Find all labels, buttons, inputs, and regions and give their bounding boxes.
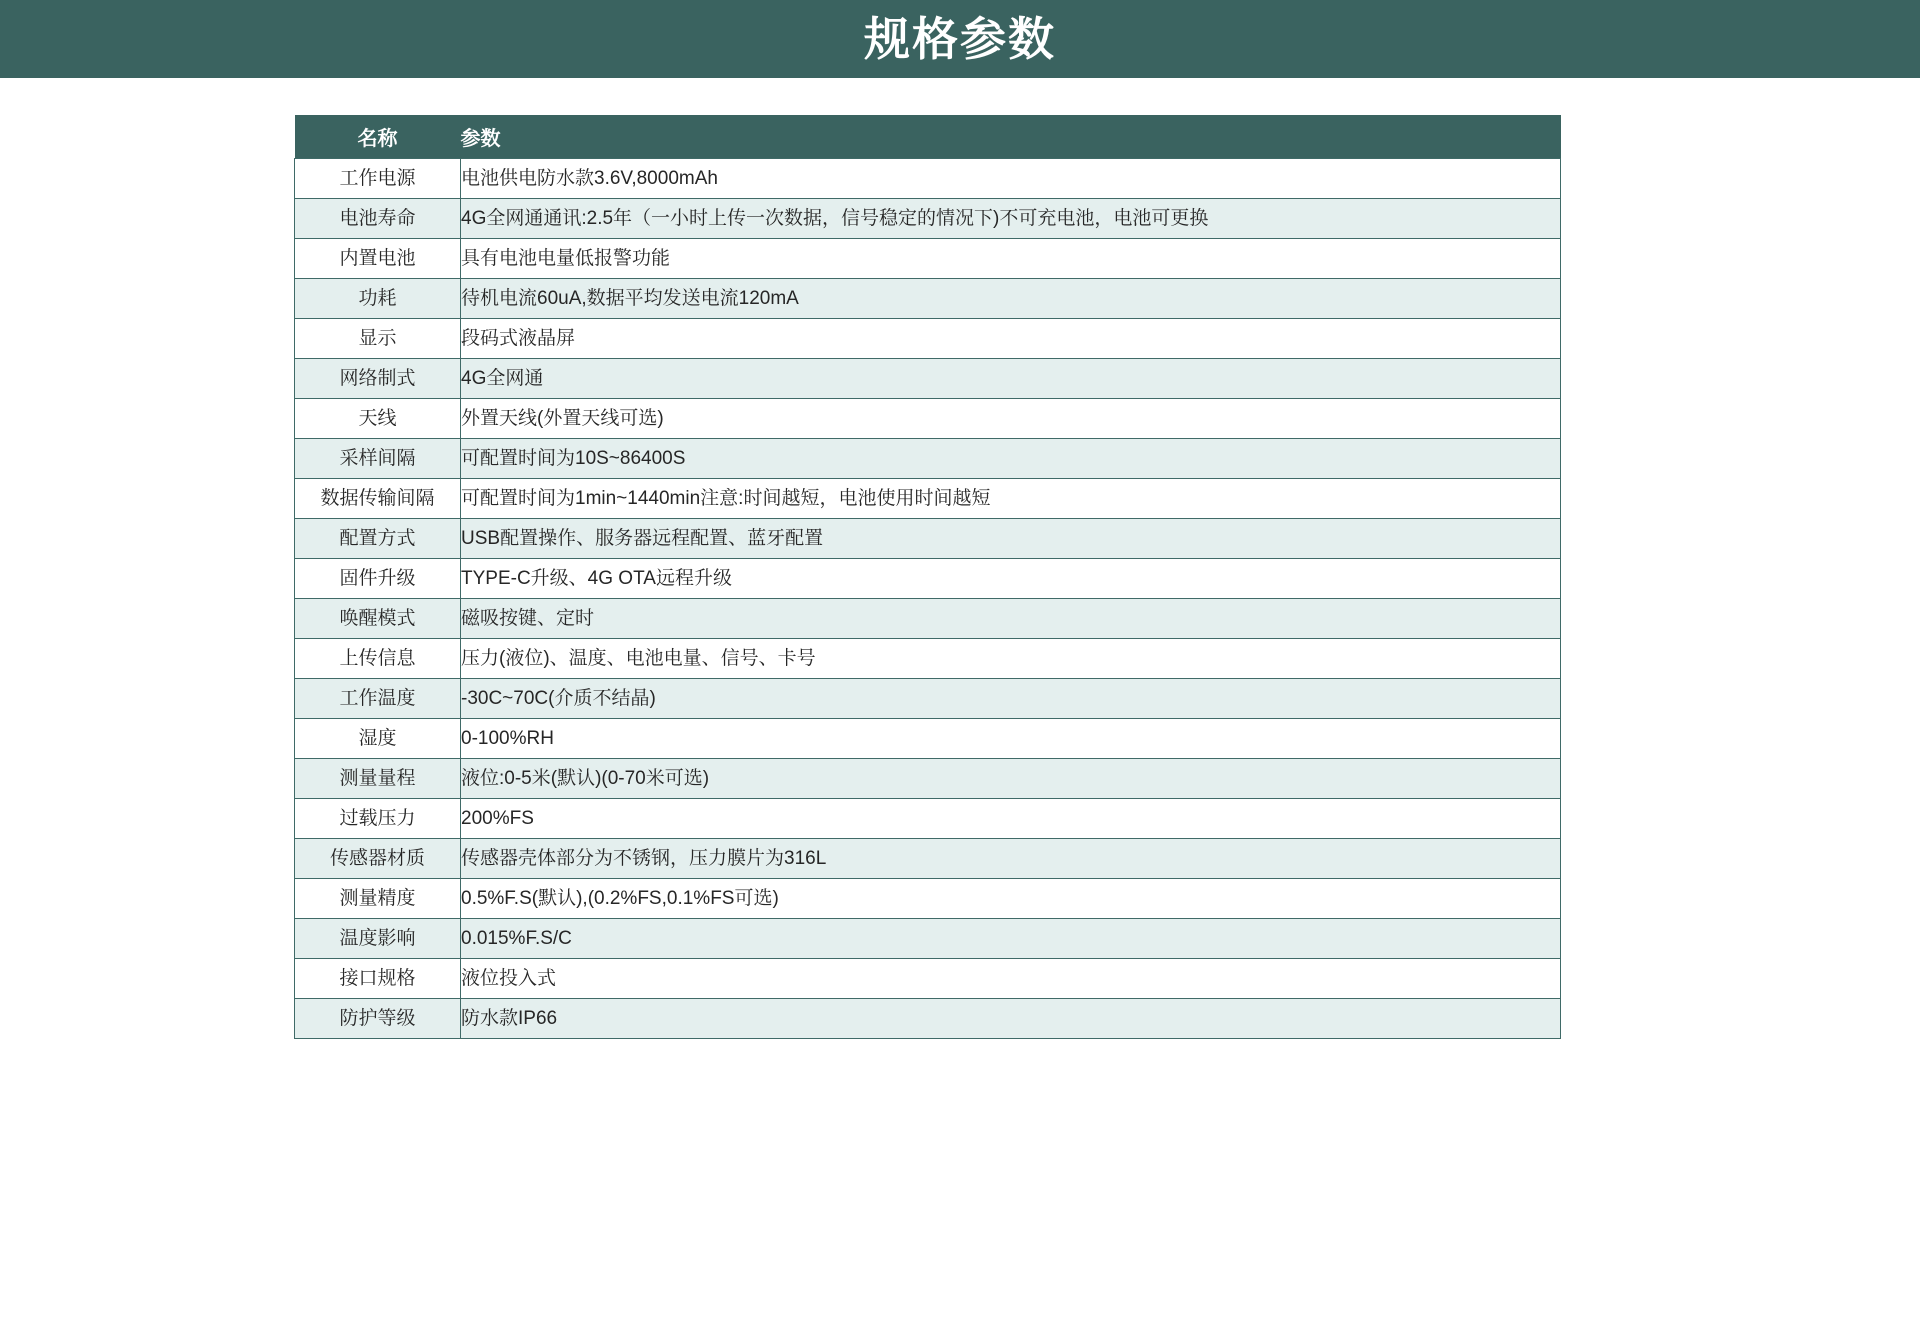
- table-row: [295, 599, 1561, 639]
- table-row: [295, 359, 1561, 399]
- table-header-row: [295, 115, 1561, 159]
- spec-name-cell: 采样间隔: [295, 439, 461, 479]
- spec-value-cell: 电池供电防水款3.6V,8000mAh: [461, 159, 1561, 199]
- spec-value-cell: 液位投入式: [461, 959, 1561, 999]
- table-row: [295, 239, 1561, 279]
- spec-name-cell: 功耗: [295, 279, 461, 319]
- table-row: [295, 479, 1561, 519]
- spec-name-cell: 电池寿命: [295, 199, 461, 239]
- spec-value-cell: 液位:0-5米(默认)(0-70米可选): [461, 759, 1561, 799]
- spec-value-cell: -30C~70C(介质不结晶): [461, 679, 1561, 719]
- table-row: [295, 919, 1561, 959]
- table-row: [295, 159, 1561, 199]
- table-row: [295, 639, 1561, 679]
- table-row: [295, 759, 1561, 799]
- table-header: [295, 115, 1561, 159]
- spec-name-cell: 接口规格: [295, 959, 461, 999]
- table-row: [295, 519, 1561, 559]
- table-row: [295, 999, 1561, 1039]
- spec-name-cell: 数据传输间隔: [295, 479, 461, 519]
- page-banner: [0, 0, 1920, 78]
- spec-name-cell: 显示: [295, 319, 461, 359]
- spec-name-cell: 防护等级: [295, 999, 461, 1039]
- spec-value-cell: 传感器壳体部分为不锈钢，压力膜片为316L: [461, 839, 1561, 879]
- table-row: [295, 799, 1561, 839]
- spec-value-cell: 0-100%RH: [461, 719, 1561, 759]
- spec-value-cell: 外置天线(外置天线可选): [461, 399, 1561, 439]
- table-row: [295, 199, 1561, 239]
- spec-name-cell: 内置电池: [295, 239, 461, 279]
- table-row: [295, 719, 1561, 759]
- table-row: [295, 559, 1561, 599]
- spec-value-cell: USB配置操作、服务器远程配置、蓝牙配置: [461, 519, 1561, 559]
- spec-name-cell: 传感器材质: [295, 839, 461, 879]
- spec-value-cell: 0.015%F.S/C: [461, 919, 1561, 959]
- spec-name-cell: 工作电源: [295, 159, 461, 199]
- spec-name-cell: 唤醒模式: [295, 599, 461, 639]
- spec-name-cell: 测量精度: [295, 879, 461, 919]
- table-row: [295, 319, 1561, 359]
- spec-value-cell: 4G全网通: [461, 359, 1561, 399]
- table-row: [295, 399, 1561, 439]
- table-row: [295, 279, 1561, 319]
- spec-value-cell: 可配置时间为10S~86400S: [461, 439, 1561, 479]
- table-body: [295, 159, 1561, 1039]
- spec-name-cell: 温度影响: [295, 919, 461, 959]
- spec-value-cell: TYPE-C升级、4G OTA远程升级: [461, 559, 1561, 599]
- spec-name-cell: 过载压力: [295, 799, 461, 839]
- table-row: [295, 679, 1561, 719]
- table-row: [295, 879, 1561, 919]
- spec-name-cell: 固件升级: [295, 559, 461, 599]
- spec-value-cell: 0.5%F.S(默认),(0.2%FS,0.1%FS可选): [461, 879, 1561, 919]
- spec-value-cell: 可配置时间为1min~1440min注意:时间越短，电池使用时间越短: [461, 479, 1561, 519]
- spec-name-cell: 网络制式: [295, 359, 461, 399]
- column-header-value: 参数: [461, 115, 1561, 159]
- spec-name-cell: 上传信息: [295, 639, 461, 679]
- spec-name-cell: 工作温度: [295, 679, 461, 719]
- spec-value-cell: 压力(液位)、温度、电池电量、信号、卡号: [461, 639, 1561, 679]
- table-row: [295, 439, 1561, 479]
- spec-value-cell: 4G全网通通讯:2.5年（一小时上传一次数据，信号稳定的情况下)不可充电池，电池可更换: [461, 199, 1561, 239]
- spec-name-cell: 配置方式: [295, 519, 461, 559]
- table-row: [295, 839, 1561, 879]
- page-title: 规格参数: [864, 13, 1056, 65]
- spec-name-cell: 湿度: [295, 719, 461, 759]
- table-row: [295, 959, 1561, 999]
- spec-name-cell: 天线: [295, 399, 461, 439]
- spec-value-cell: 200%FS: [461, 799, 1561, 839]
- spec-value-cell: 待机电流60uA,数据平均发送电流120mA: [461, 279, 1561, 319]
- spec-value-cell: 段码式液晶屏: [461, 319, 1561, 359]
- specification-table: [294, 115, 1561, 1039]
- spec-name-cell: 测量量程: [295, 759, 461, 799]
- spec-value-cell: 具有电池电量低报警功能: [461, 239, 1561, 279]
- spec-value-cell: 防水款IP66: [461, 999, 1561, 1039]
- spec-table-container: [0, 78, 1920, 1039]
- column-header-name: 名称: [295, 115, 461, 159]
- spec-value-cell: 磁吸按键、定时: [461, 599, 1561, 639]
